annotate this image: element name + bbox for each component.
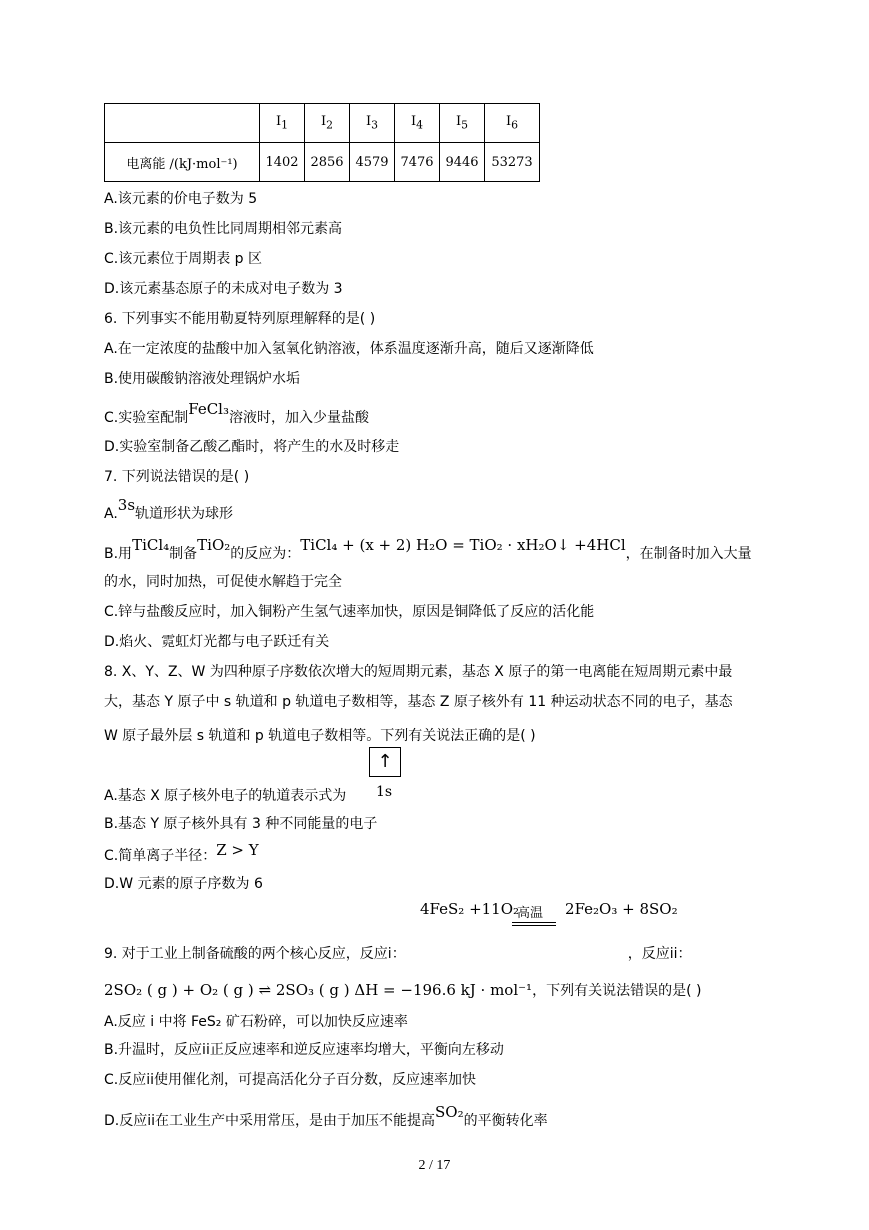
q6-option-d: D.实验室制备乙酸乙酯时，将产生的水及时移走	[104, 439, 400, 455]
q9-option-a: A.反应 i 中将 FeS₂ 矿石粉碎，可以加快反应速率	[104, 1014, 408, 1030]
q7-a-formula: 3s	[117, 496, 136, 514]
table-cell	[105, 104, 260, 143]
q9-equation-1	[420, 900, 678, 918]
q7-option-b	[104, 536, 752, 564]
table-cell: $I_4$	[395, 104, 440, 143]
q7-option-d: D.焰火、霓虹灯光都与电子跃迁有关	[104, 634, 330, 650]
q6-stem: 6. 下列事实不能用勒夏特列原理解释的是( )	[104, 311, 376, 327]
q8-option-c	[104, 841, 259, 866]
table-cell: 53273	[485, 143, 540, 182]
q7-b-mid2: 的反应为：	[230, 546, 301, 562]
q9-d-prefix: D.反应ii在工业生产中采用常压，是由于加压不能提高	[104, 1113, 436, 1129]
q8-option-b: B.基态 Y 原子核外具有 3 种不同能量的电子	[104, 816, 378, 832]
orbital-label: 1s	[376, 784, 393, 800]
table-cell: 1402	[260, 143, 305, 182]
q7-a-prefix: A.	[104, 506, 118, 522]
q7-b-formula2: TiO₂	[197, 536, 231, 554]
table-cell: $I_6$	[485, 104, 540, 143]
row-label-cn: 电离能	[126, 156, 166, 172]
table-header-row	[105, 104, 540, 143]
table-cell: 2856	[305, 143, 350, 182]
orbital-box-arrow-icon: ↑	[369, 747, 401, 777]
q8-option-a: A.基态 X 原子核外电子的轨道表示式为	[104, 788, 347, 804]
q6-option-b: B.使用碳酸钠溶液处理锅炉水垢	[104, 371, 301, 387]
q9-stem-prefix: 9. 对于工业上制备硫酸的两个核心反应，反应i：	[104, 946, 406, 962]
q5-option-b: B.该元素的电负性比同周期相邻元素高	[104, 221, 343, 237]
q7-option-c: C.锌与盐酸反应时，加入铜粉产生氢气速率加快，原因是铜降低了反应的活化能	[104, 604, 595, 620]
q7-stem: 7. 下列说法错误的是( )	[104, 469, 250, 485]
table-row	[105, 143, 540, 182]
page-number: 2 / 17	[418, 1158, 451, 1173]
q9-eq1-right: 2Fe₂O₃ + 8SO₂	[565, 900, 678, 918]
q9-stem-line2	[104, 980, 701, 1001]
row-label-unit: /(kJ·mol⁻¹)	[169, 156, 238, 172]
row-label	[105, 143, 260, 182]
q5-option-a: A.该元素的价电子数为 5	[104, 191, 258, 207]
q8-c-formula: Z > Y	[216, 841, 259, 859]
q9-option-c: C.反应ii使用催化剂，可提高活化分子百分数，反应速率加快	[104, 1072, 477, 1088]
table-cell: 9446	[440, 143, 485, 182]
q6-option-a: A.在一定浓度的盐酸中加入氢氧化钠溶液，体系温度逐渐升高，随后又逐渐降低	[104, 341, 594, 357]
table-cell: $I_2$	[305, 104, 350, 143]
q7-option-b-cont: 的水，同时加热，可促使水解趋于完全	[104, 574, 342, 590]
q8-c-prefix: C.简单离子半径：	[104, 848, 217, 864]
q9-eq1-left: 4FeS₂ +11O₂	[420, 900, 520, 918]
equals-line	[512, 922, 556, 923]
equals-line	[512, 925, 556, 926]
q9-stem-suffix: ，下列有关说法错误的是( )	[532, 983, 702, 999]
q6-c-suffix: 溶液时，加入少量盐酸	[229, 410, 369, 426]
q7-b-equation: TiCl₄ + (x + 2) H₂O = TiO₂ · xH₂O↓ +4HCl	[300, 536, 626, 554]
q7-a-suffix: 轨道形状为球形	[135, 506, 234, 522]
ionization-energy-table	[104, 103, 540, 182]
q8-stem-line2: 大，基态 Y 原子中 s 轨道和 p 轨道电子数相等，基态 Z 原子核外有 11 种运动状态不同的电子，基态	[104, 694, 733, 710]
q5-option-d: D.该元素基态原子的未成对电子数为 3	[104, 281, 343, 297]
table-cell: $I_3$	[350, 104, 395, 143]
q8-option-d: D.W 元素的原子序数为 6	[104, 876, 263, 892]
q7-b-prefix: B.用	[104, 546, 133, 562]
q9-stem-line1	[104, 944, 691, 964]
q7-b-suffix: ，在制备时加入大量	[625, 546, 752, 562]
table-cell: 7476	[395, 143, 440, 182]
q9-eq1-condition: 高温	[517, 906, 544, 921]
q8-stem-line1: 8. X、Y、Z、W 为四种原子序数依次增大的短周期元素，基态 X 原子的第一电离能在短周期元素中最	[104, 664, 733, 680]
table-cell: $I_5$	[440, 104, 485, 143]
q6-c-formula: FeCl₃	[188, 400, 229, 418]
q5-option-c: C.该元素位于周期表 p 区	[104, 251, 263, 267]
table-cell: $I_1$	[260, 104, 305, 143]
table-cell: 4579	[350, 143, 395, 182]
q7-b-formula1: TiCl₄	[132, 536, 170, 554]
q6-option-c	[104, 400, 369, 428]
q9-option-d	[104, 1103, 548, 1131]
q9-equation-2: 2SO₂ ( g ) + O₂ ( g ) ⇌ 2SO₃ ( g ) ΔH = −196.6 kJ · mol⁻¹	[104, 981, 533, 999]
q9-d-formula: SO₂	[435, 1103, 464, 1121]
q6-c-prefix: C.实验室配制	[104, 410, 189, 426]
q9-stem-mid: ，反应ii：	[627, 946, 692, 962]
q9-d-suffix: 的平衡转化率	[463, 1113, 548, 1129]
q9-option-b: B.升温时，反应ii正反应速率和逆反应速率均增大，平衡向左移动	[104, 1042, 504, 1058]
q7-option-a	[104, 496, 234, 524]
q8-stem-line3: W 原子最外层 s 轨道和 p 轨道电子数相等。下列有关说法正确的是( )	[104, 728, 536, 744]
q7-b-mid: 制备	[169, 546, 198, 562]
